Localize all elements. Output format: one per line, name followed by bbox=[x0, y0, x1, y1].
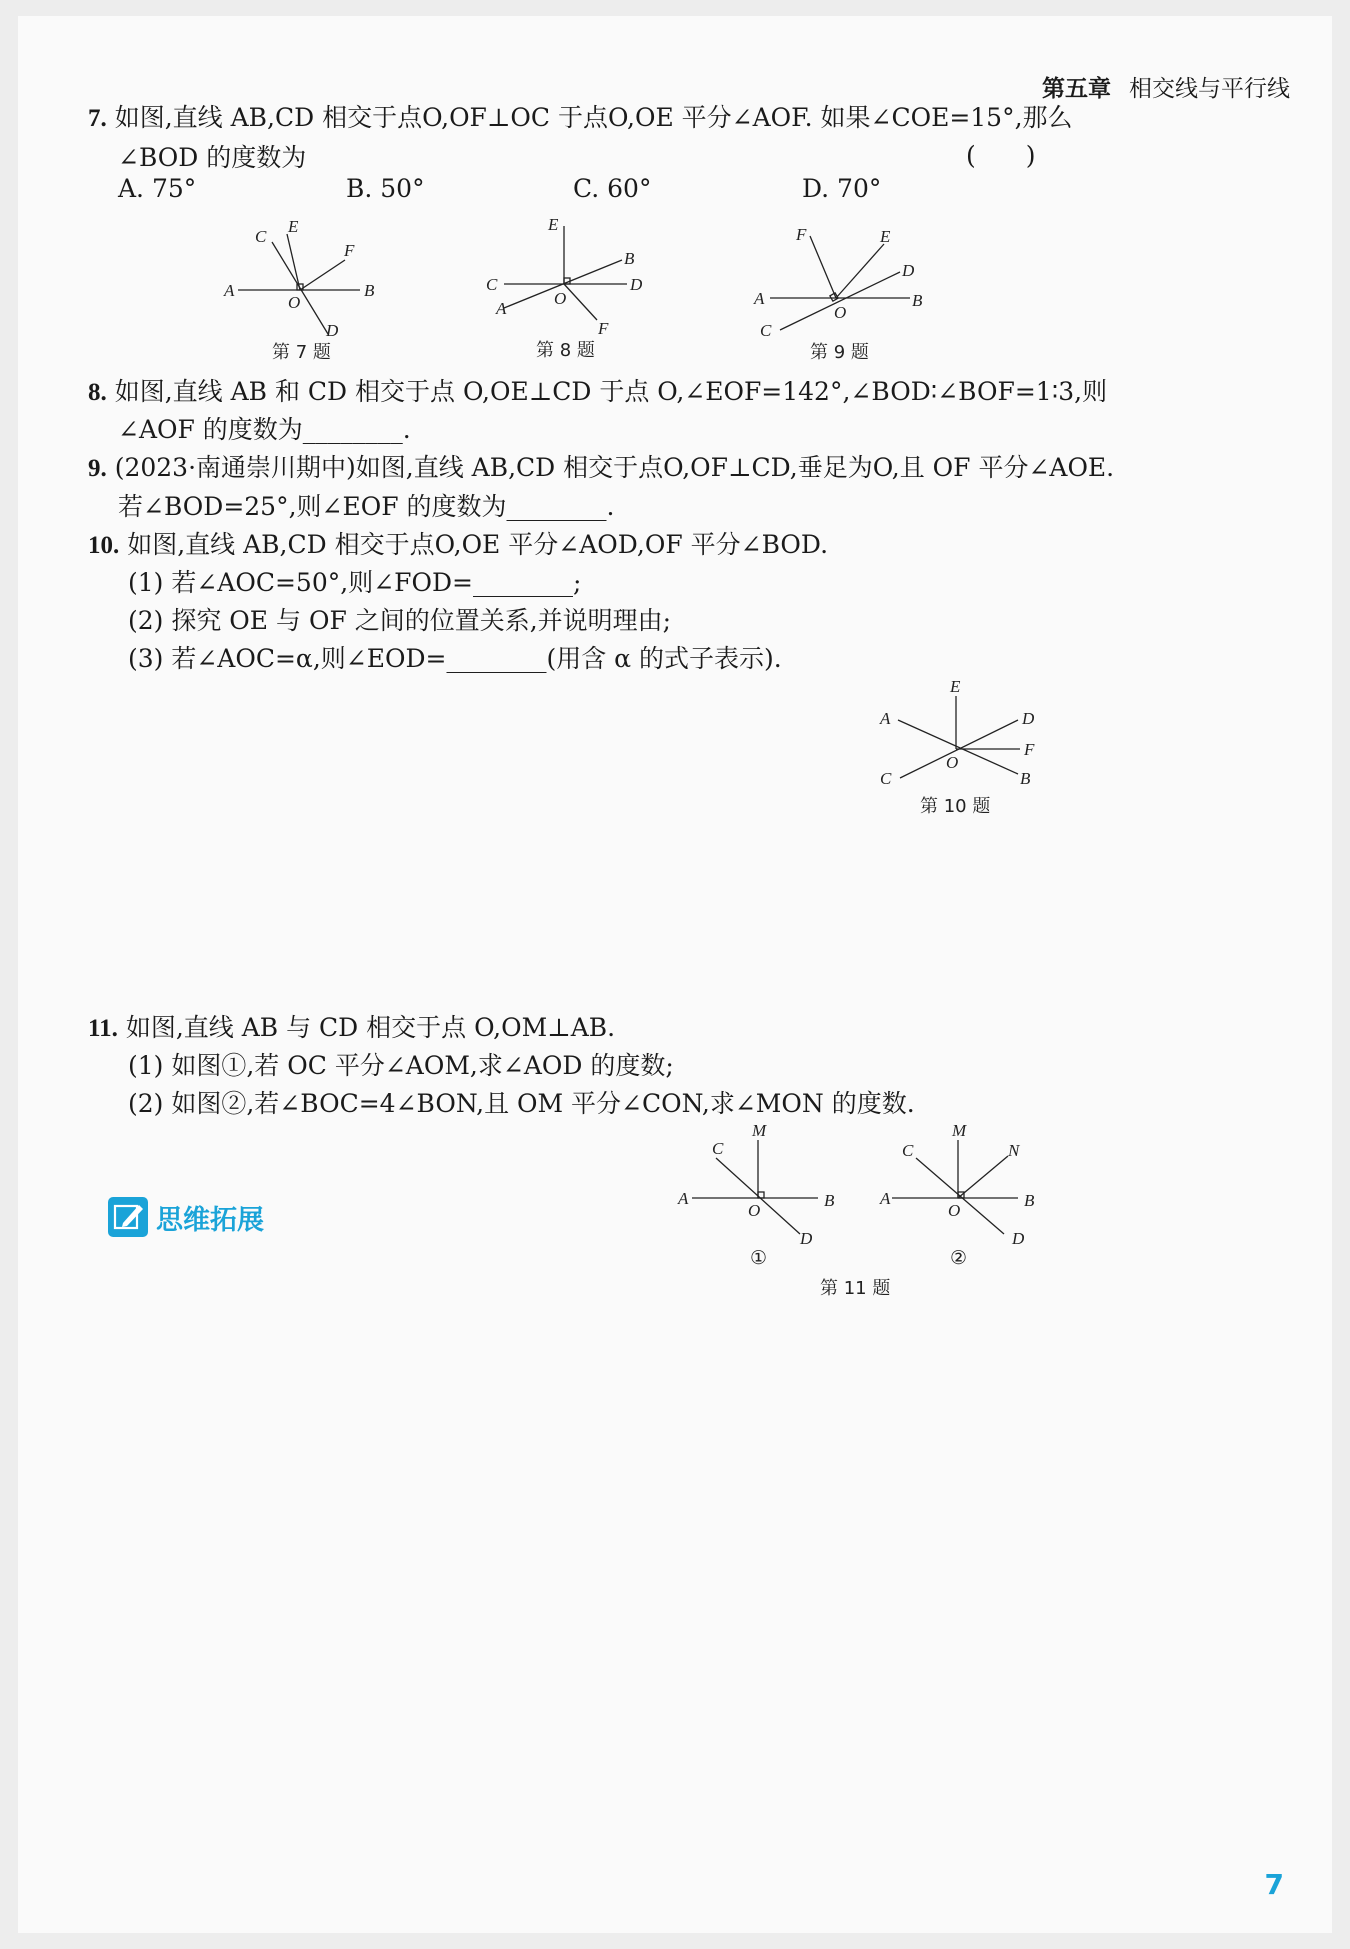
q7-number: 7. bbox=[88, 105, 107, 132]
q8-line2: ∠AOF 的度数为________. bbox=[118, 415, 411, 444]
fig11-sub1-label: ① bbox=[750, 1247, 768, 1269]
figure-10 bbox=[870, 676, 1050, 824]
fig11-2-label-c: C bbox=[902, 1141, 914, 1160]
q8-text: 如图,直线 AB 和 CD 相交于点 O,OE⊥CD 于点 O,∠EOF=142°,∠BOD∶∠BOF=1∶3,则 bbox=[114, 377, 1108, 406]
fig8-label-o: O bbox=[554, 289, 567, 308]
fig8-label-d: D bbox=[630, 275, 643, 294]
fig9-label-o: O bbox=[834, 303, 847, 322]
q11-part1: (1) 如图①,若 OC 平分∠AOM,求∠AOD 的度数; bbox=[128, 1051, 674, 1080]
fig11-2-label-d: D bbox=[1012, 1229, 1025, 1248]
q7-text: 如图,直线 AB,CD 相交于点O,OF⊥OC 于点O,OE 平分∠AOF. 如果∠COE=15°,那么 bbox=[114, 103, 1073, 132]
figure-11 bbox=[670, 1116, 1060, 1306]
q9-line2: 若∠BOD=25°,则∠EOF 的度数为________. bbox=[118, 492, 615, 521]
q7-option-a: A. 75° bbox=[118, 174, 197, 203]
q9-line1 bbox=[88, 448, 1114, 484]
q11-line1 bbox=[88, 1008, 615, 1044]
fig7-label-b: B bbox=[364, 281, 375, 300]
fig10-label-d: D bbox=[1022, 709, 1035, 728]
fig11-2-label-m: M bbox=[952, 1121, 967, 1140]
q7-line1 bbox=[88, 98, 1073, 134]
fig10-caption: 第 10 题 bbox=[920, 796, 991, 817]
fig9-label-b: B bbox=[912, 291, 923, 310]
figure-8 bbox=[482, 208, 652, 368]
fig9-label-a: A bbox=[754, 289, 765, 308]
figure-7 bbox=[220, 212, 390, 367]
section-header bbox=[108, 1197, 264, 1237]
fig11-2-label-o: O bbox=[948, 1201, 961, 1220]
q10-text: 如图,直线 AB,CD 相交于点O,OE 平分∠AOD,OF 平分∠BOD. bbox=[127, 530, 829, 559]
fig8-label-a: A bbox=[496, 299, 507, 318]
fig11-2-label-n: N bbox=[1008, 1141, 1020, 1160]
page-number: 7 bbox=[1264, 1868, 1284, 1901]
section-title: 思维拓展 bbox=[156, 1204, 264, 1236]
fig8-label-e: E bbox=[548, 215, 559, 234]
page bbox=[18, 16, 1332, 1933]
q10-part3: (3) 若∠AOC=α,则∠EOD=________(用含 α 的式子表示). bbox=[128, 644, 782, 673]
fig10-label-c: C bbox=[880, 769, 892, 788]
fig7-label-e: E bbox=[288, 217, 299, 236]
fig10-label-a: A bbox=[880, 709, 891, 728]
running-header bbox=[1042, 70, 1290, 103]
fig8-caption: 第 8 题 bbox=[536, 340, 595, 361]
fig11-1-label-m: M bbox=[752, 1121, 767, 1140]
chapter-title: 相交线与平行线 bbox=[1129, 76, 1290, 102]
q8-line1 bbox=[88, 372, 1107, 408]
fig11-2-label-b: B bbox=[1024, 1191, 1035, 1210]
fig7-label-o: O bbox=[288, 293, 301, 312]
fig7-label-d: D bbox=[326, 321, 339, 340]
q7-option-c: C. 60° bbox=[573, 174, 652, 203]
fig11-1-label-o: O bbox=[748, 1201, 761, 1220]
chapter-label: 第五章 bbox=[1042, 76, 1111, 102]
fig8-label-f: F bbox=[598, 319, 609, 338]
figure-9 bbox=[750, 212, 935, 368]
q8-number: 8. bbox=[88, 379, 107, 406]
fig9-label-d: D bbox=[902, 261, 915, 280]
q10-number: 10. bbox=[88, 532, 120, 559]
q7-option-d: D. 70° bbox=[802, 174, 882, 203]
fig7-label-c: C bbox=[255, 227, 267, 246]
fig11-sub2-label: ② bbox=[950, 1247, 968, 1269]
fig10-label-b: B bbox=[1020, 769, 1031, 788]
pencil-paper-icon bbox=[108, 1197, 148, 1237]
fig11-2-label-a: A bbox=[880, 1189, 891, 1208]
fig9-caption: 第 9 题 bbox=[810, 342, 869, 363]
q10-part2: (2) 探究 OE 与 OF 之间的位置关系,并说明理由; bbox=[128, 606, 672, 635]
fig11-1-label-d: D bbox=[800, 1229, 813, 1248]
fig9-label-c: C bbox=[760, 321, 772, 340]
q7-line2: ∠BOD 的度数为 bbox=[118, 143, 307, 172]
answer-parentheses: ( ) bbox=[966, 141, 1036, 170]
fig7-label-a: A bbox=[224, 281, 235, 300]
fig11-caption: 第 11 题 bbox=[820, 1278, 891, 1299]
q10-line1 bbox=[88, 525, 828, 561]
q11-text: 如图,直线 AB 与 CD 相交于点 O,OM⊥AB. bbox=[125, 1013, 616, 1042]
fig10-label-f: F bbox=[1024, 740, 1035, 759]
fig10-label-o: O bbox=[946, 753, 959, 772]
fig11-1-label-b: B bbox=[824, 1191, 835, 1210]
fig8-label-c: C bbox=[486, 275, 498, 294]
q10-part1: (1) 若∠AOC=50°,则∠FOD=________; bbox=[128, 568, 582, 597]
fig11-1-label-a: A bbox=[678, 1189, 689, 1208]
q9-number: 9. bbox=[88, 455, 107, 482]
fig7-caption: 第 7 题 bbox=[272, 342, 331, 363]
q11-part2: (2) 如图②,若∠BOC=4∠BON,且 OM 平分∠CON,求∠MON 的度数. bbox=[128, 1089, 915, 1118]
fig9-label-f: F bbox=[796, 225, 807, 244]
fig8-label-b: B bbox=[624, 249, 635, 268]
q9-text: (2023·南通崇川期中)如图,直线 AB,CD 相交于点O,OF⊥CD,垂足为O,且 OF 平分∠AOE. bbox=[114, 453, 1115, 482]
fig10-label-e: E bbox=[950, 677, 961, 696]
fig7-label-f: F bbox=[344, 241, 355, 260]
fig9-label-e: E bbox=[880, 227, 891, 246]
q11-number: 11. bbox=[88, 1015, 118, 1042]
fig11-1-label-c: C bbox=[712, 1139, 724, 1158]
q7-option-b: B. 50° bbox=[346, 174, 425, 203]
